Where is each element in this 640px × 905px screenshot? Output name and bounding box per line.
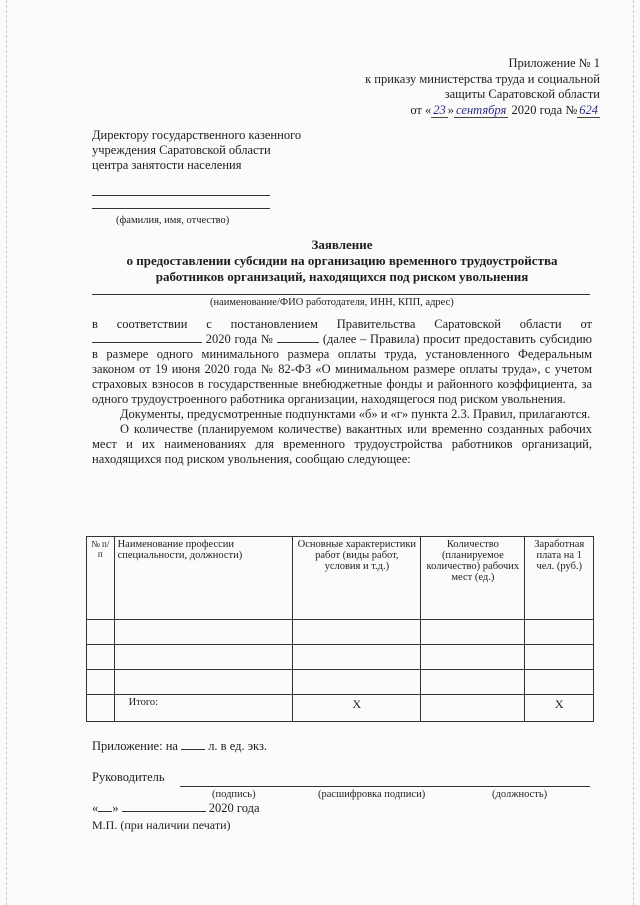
- caption-decode: (расшифровка подписи): [318, 789, 426, 800]
- header-characteristics: Основные характеристики работ (виды работ, условия и т.д.): [293, 537, 421, 620]
- table-cell: [525, 645, 594, 670]
- header-quantity: Количество (планируемое количество) рабочих мест (ед.): [421, 537, 525, 620]
- doc-title-line-2: о предоставлении субсидии на организацию временного трудоустройства: [126, 253, 558, 268]
- total-label: Итого:: [114, 695, 293, 722]
- table-cell: [421, 620, 525, 645]
- table-cell: [293, 670, 421, 695]
- addressee-blank-2: [92, 198, 270, 209]
- blank-month: [122, 801, 206, 812]
- attachment-line: Приложение: на л. в ед. экз.: [92, 739, 268, 753]
- table-cell: [87, 645, 115, 670]
- blank-day: [98, 801, 112, 812]
- annex-line-2: к приказу министерства труда и социальной: [365, 71, 600, 86]
- employer-caption: (наименование/ФИО работодателя, ИНН, КПП, адрес): [210, 297, 454, 308]
- seal-note: М.П. (при наличии печати): [92, 818, 231, 832]
- addressee-line-1: Директору государственного казенного: [92, 128, 302, 142]
- addressee-block: [92, 128, 322, 228]
- signature-line: [180, 786, 590, 787]
- table-cell: [87, 670, 115, 695]
- table-cell: [114, 645, 293, 670]
- table-cell: [293, 620, 421, 645]
- scan-edge-right: [633, 0, 640, 905]
- caption-position: (должность): [492, 789, 548, 800]
- table-row: [87, 670, 594, 695]
- total-characteristics-x: X: [293, 695, 421, 722]
- employer-blank-line: [92, 294, 590, 295]
- handwritten-day: 23: [433, 102, 446, 117]
- handwritten-month: сентября: [456, 102, 507, 117]
- table-cell: [87, 620, 115, 645]
- table-cell: [87, 695, 115, 722]
- head-label: Руководитель: [92, 770, 165, 784]
- paragraph-1: в соответствии с постановлением Правительства Саратовской области от 2020 года № (далее – Правила) просит предоставить субсидию в размере одного минимального размера оплаты труда, установленного Федеральным законом от 19 июня 2020 года № 82-ФЗ «О минимальном размере оплаты труда», с учетом страховых взносов в государственные внебюджетные фонды и районного коэффициента, за одного трудоустроенного работника организации, находящегося под риском увольнения.: [92, 317, 592, 406]
- handwritten-order-number: 624: [579, 102, 598, 117]
- workplaces-table: [86, 536, 594, 722]
- addressee-caption: (фамилия, имя, отчество): [116, 215, 230, 226]
- table-cell: [114, 620, 293, 645]
- blank-pages: [181, 739, 205, 750]
- doc-title: Заявление: [311, 237, 373, 252]
- table-cell: [421, 645, 525, 670]
- table-cell: [421, 670, 525, 695]
- addressee-blank-1: [92, 185, 270, 196]
- body-text: [92, 317, 592, 467]
- caption-signature: (подпись): [212, 789, 256, 800]
- table-cell: [525, 620, 594, 645]
- blank-number: [277, 332, 319, 343]
- annex-line-4: от « 23 » сентября 2020 года № 624: [410, 102, 598, 117]
- table-header-row: [87, 537, 594, 620]
- date-line: « » 2020 года: [92, 801, 260, 815]
- table-cell: [293, 645, 421, 670]
- total-salary-x: X: [525, 695, 594, 722]
- annex-line-1: Приложение № 1: [508, 56, 600, 70]
- header-salary: Заработная плата на 1 чел. (руб.): [525, 537, 594, 620]
- paragraph-3: О количестве (планируемом количестве) вакантных или временно созданных рабочих мест и их наименованиях для временного трудоустройства работников организаций, находящихся под риском увольнения, сообщаю следующее:: [92, 422, 592, 466]
- addressee-line-2: учреждения Саратовской области: [92, 143, 271, 157]
- addressee-line-3: центра занятости населения: [92, 158, 242, 172]
- table-row: [87, 645, 594, 670]
- table-total-row: [87, 695, 594, 722]
- blank-date: [92, 332, 202, 343]
- header-profession: Наименование профессии специальности, должности): [114, 537, 293, 620]
- table-row: [87, 620, 594, 645]
- doc-title-line-3: работников организаций, находящихся под риском увольнения: [155, 269, 529, 284]
- annex-header: [340, 56, 600, 118]
- annex-line-3: защиты Саратовской области: [444, 87, 600, 101]
- table-cell: [525, 670, 594, 695]
- table-cell: [114, 670, 293, 695]
- paragraph-2: Документы, предусмотренные подпунктами «б» и «г» пункта 2.3. Правил, прилагаются.: [120, 407, 591, 421]
- table-cell: [421, 695, 525, 722]
- header-number: № п/п: [87, 537, 115, 620]
- scan-edge-left: [0, 0, 7, 905]
